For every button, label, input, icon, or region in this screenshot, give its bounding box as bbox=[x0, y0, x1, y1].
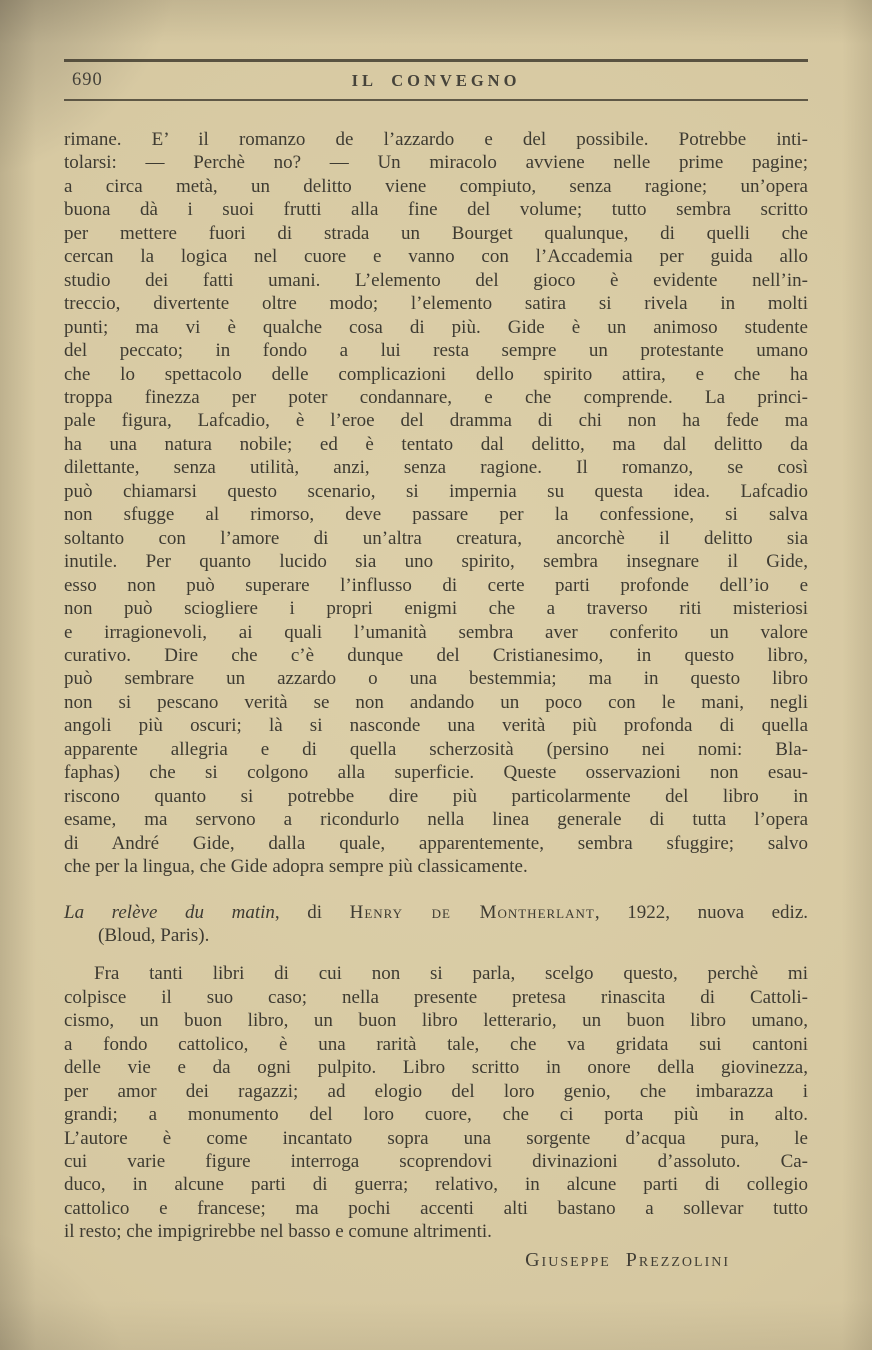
text-line: soltanto con l’amore di un’altra creatura, ancorchè il delitto sia bbox=[64, 527, 808, 549]
text-line: non sfugge al rimorso, deve passare per la confessione, si salva bbox=[64, 504, 808, 526]
text-line: cattolico e francese; ma pochi accenti alti bastano a sollevar tutto bbox=[64, 1197, 808, 1219]
text-line: il resto; che impigrirebbe nel basso e comune altrimenti. bbox=[64, 1221, 492, 1243]
text-line: punti; ma vi è qualche cosa di più. Gide è un animoso studente bbox=[64, 316, 808, 338]
text-line: può chiamarsi questo scenario, si impernia su questa idea. Lafcadio bbox=[64, 480, 808, 502]
text-line: tolarsi: — Perchè no? — Un miracolo avviene nelle prime pagine; bbox=[64, 152, 808, 174]
text-line: non può sciogliere i propri enigmi che a traverso riti misteriosi bbox=[64, 598, 808, 620]
review-gide-paragraph bbox=[64, 128, 808, 879]
text-line: studio dei fatti umani. L’elemento del gioco è evidente nell’in- bbox=[64, 269, 808, 291]
book-title: La relève du matin bbox=[64, 901, 275, 923]
text-line: non si pescano verità se non andando un poco con le mani, negli bbox=[64, 691, 808, 713]
text-line: L’autore è come incantato sopra una sorgente d’acqua pura, le bbox=[64, 1127, 808, 1149]
text-line: per mettere fuori di strada un Bourget qualunque, di quelli che bbox=[64, 222, 808, 244]
text-line: curativo. Dire che c’è dunque del Cristianesimo, in questo libro, bbox=[64, 644, 808, 666]
citation-line bbox=[64, 901, 808, 924]
text-line: esame, ma servono a ricondurlo nella linea generale di tutta l’opera bbox=[64, 809, 808, 831]
citation-publisher: (Bloud, Paris). bbox=[98, 924, 210, 946]
text-line: del peccato; in fondo a lui resta sempre un protestante umano bbox=[64, 340, 808, 362]
text-line: a circa metà, un delitto viene compiuto, senza ragione; un’opera bbox=[64, 175, 808, 197]
text-line: esso non può superare l’influsso di certe parti profonde dell’io e bbox=[64, 574, 808, 596]
text-line: di André Gide, dalla quale, apparentemente, sembra sfuggire; salvo bbox=[64, 832, 808, 854]
text-line: e irragionevoli, ai quali l’umanità sembra aver conferito un valore bbox=[64, 621, 808, 643]
citation-connector: , di bbox=[274, 901, 350, 923]
text-line: colpisce il suo caso; nella presente pretesa rinascita di Cattoli- bbox=[64, 986, 808, 1008]
text-line: faphas) che si colgono alla superficie. Queste osservazioni non esau- bbox=[64, 762, 808, 784]
text-line: cismo, un buon libro, un buon libro letterario, un buon libro umano, bbox=[64, 1010, 808, 1032]
text-line: può sembrare un azzardo o una bestemmia; ma in questo libro bbox=[64, 668, 808, 690]
review-montherlant-paragraph bbox=[64, 962, 808, 1243]
text-line: angoli più oscuri; là si nasconde una verità più profonda di quella bbox=[64, 715, 808, 737]
text-line: che per la lingua, che Gide adopra sempre più classicamente. bbox=[64, 856, 528, 878]
book-citation bbox=[64, 901, 808, 948]
text-line: delle vie e da ogni pulpito. Libro scritto in onore della giovinezza, bbox=[64, 1057, 808, 1079]
text-line: treccio, divertente oltre modo; l’elemento satira si rivela in molti bbox=[64, 293, 808, 315]
text-line: Fra tanti libri di cui non si parla, scelgo questo, perchè mi bbox=[94, 963, 808, 985]
text-line: duco, in alcune parti di guerra; relativo, in alcune parti di collegio bbox=[64, 1174, 808, 1196]
citation-edition: , 1922, nuova ediz. bbox=[594, 901, 808, 923]
author-name: Henry de Montherlant bbox=[349, 901, 595, 923]
text-line: ha una natura nobile; ed è tentato dal delitto, ma dal delitto da bbox=[64, 433, 808, 455]
page-header bbox=[64, 59, 808, 101]
page-body bbox=[64, 128, 808, 1272]
text-line: rimane. E’ il romanzo de l’azzardo e del possibile. Potrebbe inti- bbox=[64, 129, 808, 150]
text-line: a fondo cattolico, è una rarità tale, che va gridata sui cantoni bbox=[64, 1033, 808, 1055]
text-line: riscono quanto si potrebbe dire più particolarmente del libro in bbox=[64, 785, 808, 807]
text-line: per amor dei ragazzi; ad elogio del loro genio, che imbarazza i bbox=[64, 1080, 808, 1102]
text-line: apparente allegria e di quella scherzosità (persino nei nomi: Bla- bbox=[64, 738, 808, 760]
text-line: troppa finezza per poter condannare, e che comprende. La princi- bbox=[64, 386, 808, 408]
page-number: 690 bbox=[72, 70, 103, 90]
text-line: cercan la logica nel cuore e vanno con l’Accademia per guida allo bbox=[64, 246, 808, 268]
author-signature: Giuseppe Prezzolini bbox=[525, 1248, 730, 1271]
text-line: buona dà i suoi frutti alla fine del volume; tutto sembra scritto bbox=[64, 199, 808, 221]
text-line: inutile. Per quanto lucido sia uno spirito, sembra insegnare il Gide, bbox=[64, 551, 808, 573]
text-line: pale figura, Lafcadio, è l’eroe del dramma di chi non ha fede ma bbox=[64, 410, 808, 432]
journal-title: IL CONVEGNO bbox=[351, 70, 521, 90]
text-line: cui varie figure interroga scoprendovi divinazioni d’assoluto. Ca- bbox=[64, 1151, 808, 1173]
text-line: dilettante, senza utilità, anzi, senza ragione. Il romanzo, se così bbox=[64, 457, 808, 479]
text-line: grandi; a monumento del loro cuore, che ci porta più in alto. bbox=[64, 1104, 808, 1126]
text-line: che lo spettacolo delle complicazioni dello spirito attira, e che ha bbox=[64, 363, 808, 385]
